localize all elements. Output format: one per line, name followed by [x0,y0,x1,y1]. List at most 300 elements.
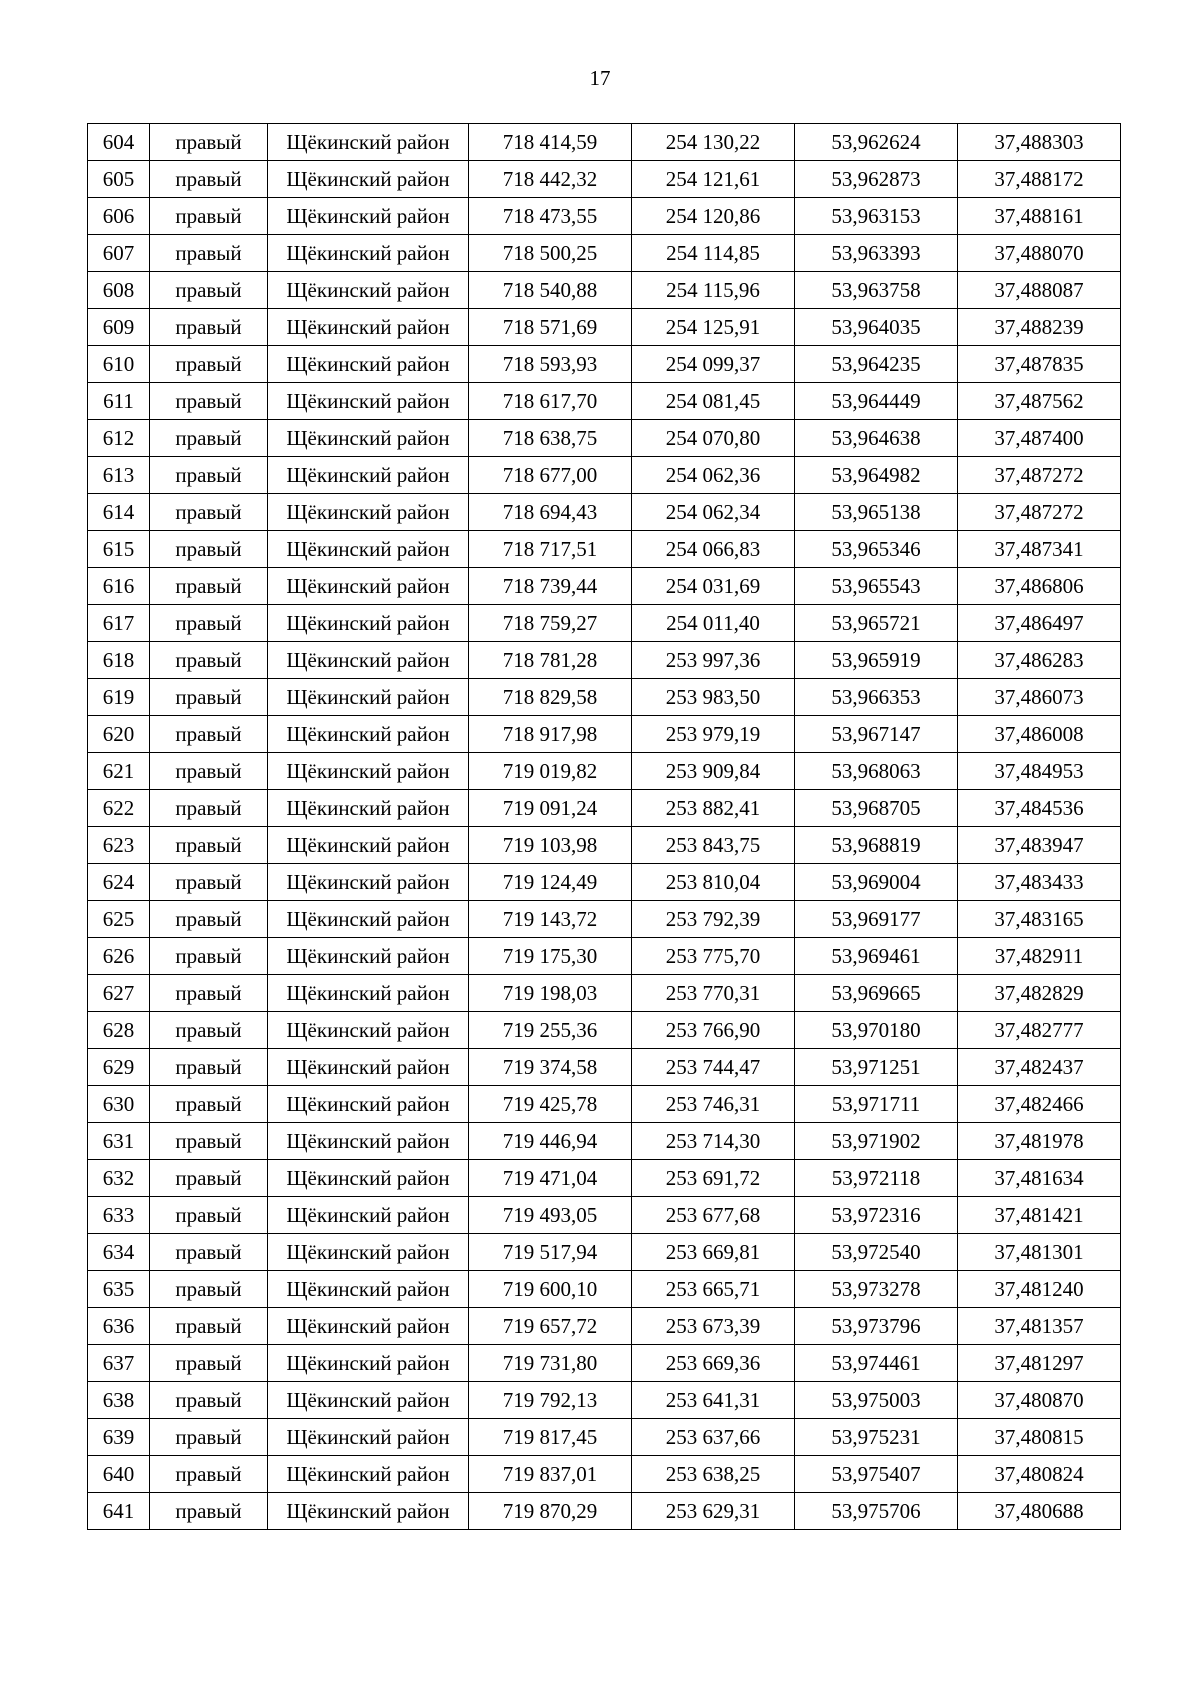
y-coordinate-cell: 253 691,72 [632,1160,795,1197]
x-coordinate-cell: 718 473,55 [469,198,632,235]
y-coordinate-cell: 253 665,71 [632,1271,795,1308]
bank-side-cell: правый [150,975,268,1012]
point-number-cell: 622 [88,790,150,827]
bank-side-cell: правый [150,1308,268,1345]
district-cell: Щёкинский район [268,679,469,716]
district-cell: Щёкинский район [268,827,469,864]
point-number-cell: 613 [88,457,150,494]
district-cell: Щёкинский район [268,753,469,790]
longitude-cell: 37,486008 [958,716,1121,753]
point-number-cell: 628 [88,1012,150,1049]
longitude-cell: 37,481297 [958,1345,1121,1382]
y-coordinate-cell: 253 770,31 [632,975,795,1012]
district-cell: Щёкинский район [268,1308,469,1345]
table-row [88,272,1121,309]
district-cell: Щёкинский район [268,420,469,457]
point-number-cell: 620 [88,716,150,753]
latitude-cell: 53,962624 [795,124,958,161]
table-row [88,1419,1121,1456]
district-cell: Щёкинский район [268,716,469,753]
table-row [88,1197,1121,1234]
bank-side-cell: правый [150,1345,268,1382]
longitude-cell: 37,487341 [958,531,1121,568]
table-row [88,827,1121,864]
y-coordinate-cell: 253 983,50 [632,679,795,716]
x-coordinate-cell: 719 600,10 [469,1271,632,1308]
x-coordinate-cell: 718 717,51 [469,531,632,568]
district-cell: Щёкинский район [268,1086,469,1123]
bank-side-cell: правый [150,124,268,161]
coordinates-table-body [88,124,1121,1530]
district-cell: Щёкинский район [268,901,469,938]
x-coordinate-cell: 719 175,30 [469,938,632,975]
latitude-cell: 53,972316 [795,1197,958,1234]
table-row [88,1123,1121,1160]
x-coordinate-cell: 718 781,28 [469,642,632,679]
y-coordinate-cell: 253 979,19 [632,716,795,753]
latitude-cell: 53,963758 [795,272,958,309]
longitude-cell: 37,482777 [958,1012,1121,1049]
district-cell: Щёкинский район [268,1197,469,1234]
point-number-cell: 632 [88,1160,150,1197]
x-coordinate-cell: 719 446,94 [469,1123,632,1160]
y-coordinate-cell: 253 641,31 [632,1382,795,1419]
point-number-cell: 623 [88,827,150,864]
point-number-cell: 609 [88,309,150,346]
x-coordinate-cell: 719 255,36 [469,1012,632,1049]
latitude-cell: 53,968063 [795,753,958,790]
table-row [88,1382,1121,1419]
x-coordinate-cell: 718 414,59 [469,124,632,161]
latitude-cell: 53,973796 [795,1308,958,1345]
y-coordinate-cell: 253 677,68 [632,1197,795,1234]
latitude-cell: 53,974461 [795,1345,958,1382]
x-coordinate-cell: 718 694,43 [469,494,632,531]
y-coordinate-cell: 254 114,85 [632,235,795,272]
point-number-cell: 627 [88,975,150,1012]
district-cell: Щёкинский район [268,494,469,531]
x-coordinate-cell: 718 540,88 [469,272,632,309]
longitude-cell: 37,483165 [958,901,1121,938]
point-number-cell: 637 [88,1345,150,1382]
district-cell: Щёкинский район [268,1382,469,1419]
latitude-cell: 53,969665 [795,975,958,1012]
longitude-cell: 37,480824 [958,1456,1121,1493]
y-coordinate-cell: 253 714,30 [632,1123,795,1160]
latitude-cell: 53,964638 [795,420,958,457]
y-coordinate-cell: 253 766,90 [632,1012,795,1049]
latitude-cell: 53,975407 [795,1456,958,1493]
y-coordinate-cell: 254 062,34 [632,494,795,531]
y-coordinate-cell: 253 637,66 [632,1419,795,1456]
table-row [88,1012,1121,1049]
table-row [88,1160,1121,1197]
point-number-cell: 621 [88,753,150,790]
y-coordinate-cell: 253 997,36 [632,642,795,679]
table-row [88,1493,1121,1530]
x-coordinate-cell: 718 617,70 [469,383,632,420]
latitude-cell: 53,968819 [795,827,958,864]
bank-side-cell: правый [150,1123,268,1160]
latitude-cell: 53,965721 [795,605,958,642]
table-row [88,494,1121,531]
district-cell: Щёкинский район [268,1234,469,1271]
bank-side-cell: правый [150,716,268,753]
y-coordinate-cell: 254 031,69 [632,568,795,605]
longitude-cell: 37,480870 [958,1382,1121,1419]
latitude-cell: 53,964235 [795,346,958,383]
longitude-cell: 37,484953 [958,753,1121,790]
point-number-cell: 619 [88,679,150,716]
table-row [88,568,1121,605]
table-row [88,531,1121,568]
bank-side-cell: правый [150,790,268,827]
y-coordinate-cell: 254 011,40 [632,605,795,642]
point-number-cell: 616 [88,568,150,605]
latitude-cell: 53,969177 [795,901,958,938]
y-coordinate-cell: 254 125,91 [632,309,795,346]
y-coordinate-cell: 253 629,31 [632,1493,795,1530]
district-cell: Щёкинский район [268,1049,469,1086]
district-cell: Щёкинский район [268,642,469,679]
bank-side-cell: правый [150,901,268,938]
y-coordinate-cell: 253 882,41 [632,790,795,827]
y-coordinate-cell: 254 081,45 [632,383,795,420]
bank-side-cell: правый [150,827,268,864]
latitude-cell: 53,962873 [795,161,958,198]
longitude-cell: 37,482911 [958,938,1121,975]
point-number-cell: 608 [88,272,150,309]
latitude-cell: 53,972118 [795,1160,958,1197]
x-coordinate-cell: 719 471,04 [469,1160,632,1197]
table-row [88,679,1121,716]
longitude-cell: 37,480815 [958,1419,1121,1456]
point-number-cell: 636 [88,1308,150,1345]
x-coordinate-cell: 718 593,93 [469,346,632,383]
district-cell: Щёкинский район [268,235,469,272]
table-row [88,938,1121,975]
point-number-cell: 638 [88,1382,150,1419]
x-coordinate-cell: 719 731,80 [469,1345,632,1382]
longitude-cell: 37,487400 [958,420,1121,457]
latitude-cell: 53,965919 [795,642,958,679]
bank-side-cell: правый [150,457,268,494]
y-coordinate-cell: 254 066,83 [632,531,795,568]
district-cell: Щёкинский район [268,124,469,161]
latitude-cell: 53,972540 [795,1234,958,1271]
district-cell: Щёкинский район [268,938,469,975]
x-coordinate-cell: 719 425,78 [469,1086,632,1123]
table-row [88,901,1121,938]
bank-side-cell: правый [150,1382,268,1419]
longitude-cell: 37,483947 [958,827,1121,864]
y-coordinate-cell: 253 775,70 [632,938,795,975]
y-coordinate-cell: 253 673,39 [632,1308,795,1345]
district-cell: Щёкинский район [268,1160,469,1197]
district-cell: Щёкинский район [268,161,469,198]
longitude-cell: 37,488161 [958,198,1121,235]
point-number-cell: 605 [88,161,150,198]
y-coordinate-cell: 254 070,80 [632,420,795,457]
latitude-cell: 53,970180 [795,1012,958,1049]
latitude-cell: 53,975706 [795,1493,958,1530]
point-number-cell: 630 [88,1086,150,1123]
bank-side-cell: правый [150,420,268,457]
bank-side-cell: правый [150,1012,268,1049]
x-coordinate-cell: 719 019,82 [469,753,632,790]
longitude-cell: 37,481240 [958,1271,1121,1308]
district-cell: Щёкинский район [268,346,469,383]
x-coordinate-cell: 719 198,03 [469,975,632,1012]
district-cell: Щёкинский район [268,1123,469,1160]
bank-side-cell: правый [150,1086,268,1123]
y-coordinate-cell: 254 115,96 [632,272,795,309]
bank-side-cell: правый [150,198,268,235]
table-row [88,309,1121,346]
bank-side-cell: правый [150,1271,268,1308]
point-number-cell: 606 [88,198,150,235]
coordinates-table [87,123,1121,1530]
latitude-cell: 53,965138 [795,494,958,531]
longitude-cell: 37,488303 [958,124,1121,161]
district-cell: Щёкинский район [268,1345,469,1382]
y-coordinate-cell: 253 810,04 [632,864,795,901]
latitude-cell: 53,973278 [795,1271,958,1308]
district-cell: Щёкинский район [268,568,469,605]
longitude-cell: 37,486806 [958,568,1121,605]
longitude-cell: 37,488070 [958,235,1121,272]
longitude-cell: 37,481357 [958,1308,1121,1345]
point-number-cell: 614 [88,494,150,531]
x-coordinate-cell: 718 638,75 [469,420,632,457]
district-cell: Щёкинский район [268,790,469,827]
table-row [88,124,1121,161]
longitude-cell: 37,484536 [958,790,1121,827]
bank-side-cell: правый [150,938,268,975]
bank-side-cell: правый [150,1493,268,1530]
x-coordinate-cell: 719 817,45 [469,1419,632,1456]
longitude-cell: 37,488239 [958,309,1121,346]
longitude-cell: 37,486497 [958,605,1121,642]
point-number-cell: 610 [88,346,150,383]
table-row [88,161,1121,198]
point-number-cell: 640 [88,1456,150,1493]
longitude-cell: 37,482829 [958,975,1121,1012]
bank-side-cell: правый [150,1160,268,1197]
point-number-cell: 607 [88,235,150,272]
longitude-cell: 37,482437 [958,1049,1121,1086]
longitude-cell: 37,487835 [958,346,1121,383]
bank-side-cell: правый [150,383,268,420]
longitude-cell: 37,488087 [958,272,1121,309]
bank-side-cell: правый [150,679,268,716]
point-number-cell: 635 [88,1271,150,1308]
table-row [88,1271,1121,1308]
x-coordinate-cell: 719 124,49 [469,864,632,901]
y-coordinate-cell: 253 843,75 [632,827,795,864]
point-number-cell: 634 [88,1234,150,1271]
point-number-cell: 631 [88,1123,150,1160]
table-row [88,864,1121,901]
y-coordinate-cell: 254 130,22 [632,124,795,161]
y-coordinate-cell: 254 062,36 [632,457,795,494]
table-row [88,1308,1121,1345]
point-number-cell: 633 [88,1197,150,1234]
longitude-cell: 37,481978 [958,1123,1121,1160]
point-number-cell: 626 [88,938,150,975]
x-coordinate-cell: 719 374,58 [469,1049,632,1086]
district-cell: Щёкинский район [268,1012,469,1049]
latitude-cell: 53,965346 [795,531,958,568]
x-coordinate-cell: 719 657,72 [469,1308,632,1345]
x-coordinate-cell: 719 870,29 [469,1493,632,1530]
table-row [88,383,1121,420]
x-coordinate-cell: 719 091,24 [469,790,632,827]
longitude-cell: 37,482466 [958,1086,1121,1123]
y-coordinate-cell: 253 909,84 [632,753,795,790]
bank-side-cell: правый [150,642,268,679]
district-cell: Щёкинский район [268,531,469,568]
point-number-cell: 639 [88,1419,150,1456]
latitude-cell: 53,975231 [795,1419,958,1456]
table-row [88,642,1121,679]
x-coordinate-cell: 718 442,32 [469,161,632,198]
longitude-cell: 37,488172 [958,161,1121,198]
latitude-cell: 53,965543 [795,568,958,605]
point-number-cell: 625 [88,901,150,938]
bank-side-cell: правый [150,1197,268,1234]
district-cell: Щёкинский район [268,309,469,346]
table-row [88,1049,1121,1086]
table-row [88,420,1121,457]
y-coordinate-cell: 253 669,81 [632,1234,795,1271]
bank-side-cell: правый [150,235,268,272]
table-row [88,1345,1121,1382]
point-number-cell: 618 [88,642,150,679]
longitude-cell: 37,487562 [958,383,1121,420]
table-row [88,457,1121,494]
district-cell: Щёкинский район [268,1493,469,1530]
bank-side-cell: правый [150,753,268,790]
bank-side-cell: правый [150,531,268,568]
point-number-cell: 624 [88,864,150,901]
longitude-cell: 37,480688 [958,1493,1121,1530]
bank-side-cell: правый [150,568,268,605]
latitude-cell: 53,964449 [795,383,958,420]
latitude-cell: 53,971251 [795,1049,958,1086]
bank-side-cell: правый [150,346,268,383]
table-row [88,716,1121,753]
bank-side-cell: правый [150,309,268,346]
latitude-cell: 53,975003 [795,1382,958,1419]
district-cell: Щёкинский район [268,1271,469,1308]
x-coordinate-cell: 718 677,00 [469,457,632,494]
district-cell: Щёкинский район [268,457,469,494]
table-row [88,975,1121,1012]
district-cell: Щёкинский район [268,605,469,642]
latitude-cell: 53,968705 [795,790,958,827]
bank-side-cell: правый [150,494,268,531]
longitude-cell: 37,486283 [958,642,1121,679]
table-row [88,346,1121,383]
x-coordinate-cell: 718 759,27 [469,605,632,642]
bank-side-cell: правый [150,1419,268,1456]
district-cell: Щёкинский район [268,1419,469,1456]
x-coordinate-cell: 718 500,25 [469,235,632,272]
bank-side-cell: правый [150,605,268,642]
x-coordinate-cell: 718 917,98 [469,716,632,753]
latitude-cell: 53,963393 [795,235,958,272]
longitude-cell: 37,483433 [958,864,1121,901]
table-row [88,605,1121,642]
y-coordinate-cell: 253 638,25 [632,1456,795,1493]
y-coordinate-cell: 253 792,39 [632,901,795,938]
page-number: 17 [589,66,611,90]
longitude-cell: 37,487272 [958,457,1121,494]
x-coordinate-cell: 718 571,69 [469,309,632,346]
longitude-cell: 37,481421 [958,1197,1121,1234]
x-coordinate-cell: 718 829,58 [469,679,632,716]
latitude-cell: 53,963153 [795,198,958,235]
latitude-cell: 53,967147 [795,716,958,753]
latitude-cell: 53,964982 [795,457,958,494]
bank-side-cell: правый [150,161,268,198]
table-row [88,235,1121,272]
table-row [88,753,1121,790]
y-coordinate-cell: 253 669,36 [632,1345,795,1382]
district-cell: Щёкинский район [268,975,469,1012]
longitude-cell: 37,481634 [958,1160,1121,1197]
latitude-cell: 53,966353 [795,679,958,716]
district-cell: Щёкинский район [268,383,469,420]
table-row [88,790,1121,827]
bank-side-cell: правый [150,1049,268,1086]
latitude-cell: 53,964035 [795,309,958,346]
latitude-cell: 53,971711 [795,1086,958,1123]
point-number-cell: 612 [88,420,150,457]
point-number-cell: 641 [88,1493,150,1530]
bank-side-cell: правый [150,1234,268,1271]
district-cell: Щёкинский район [268,864,469,901]
bank-side-cell: правый [150,1456,268,1493]
y-coordinate-cell: 253 746,31 [632,1086,795,1123]
x-coordinate-cell: 719 103,98 [469,827,632,864]
x-coordinate-cell: 719 143,72 [469,901,632,938]
y-coordinate-cell: 254 121,61 [632,161,795,198]
bank-side-cell: правый [150,864,268,901]
district-cell: Щёкинский район [268,1456,469,1493]
longitude-cell: 37,481301 [958,1234,1121,1271]
x-coordinate-cell: 719 792,13 [469,1382,632,1419]
table-row [88,1234,1121,1271]
x-coordinate-cell: 718 739,44 [469,568,632,605]
y-coordinate-cell: 253 744,47 [632,1049,795,1086]
point-number-cell: 629 [88,1049,150,1086]
district-cell: Щёкинский район [268,198,469,235]
table-row [88,198,1121,235]
point-number-cell: 611 [88,383,150,420]
district-cell: Щёкинский район [268,272,469,309]
latitude-cell: 53,969461 [795,938,958,975]
latitude-cell: 53,969004 [795,864,958,901]
x-coordinate-cell: 719 493,05 [469,1197,632,1234]
latitude-cell: 53,971902 [795,1123,958,1160]
x-coordinate-cell: 719 837,01 [469,1456,632,1493]
x-coordinate-cell: 719 517,94 [469,1234,632,1271]
point-number-cell: 617 [88,605,150,642]
y-coordinate-cell: 254 120,86 [632,198,795,235]
y-coordinate-cell: 254 099,37 [632,346,795,383]
